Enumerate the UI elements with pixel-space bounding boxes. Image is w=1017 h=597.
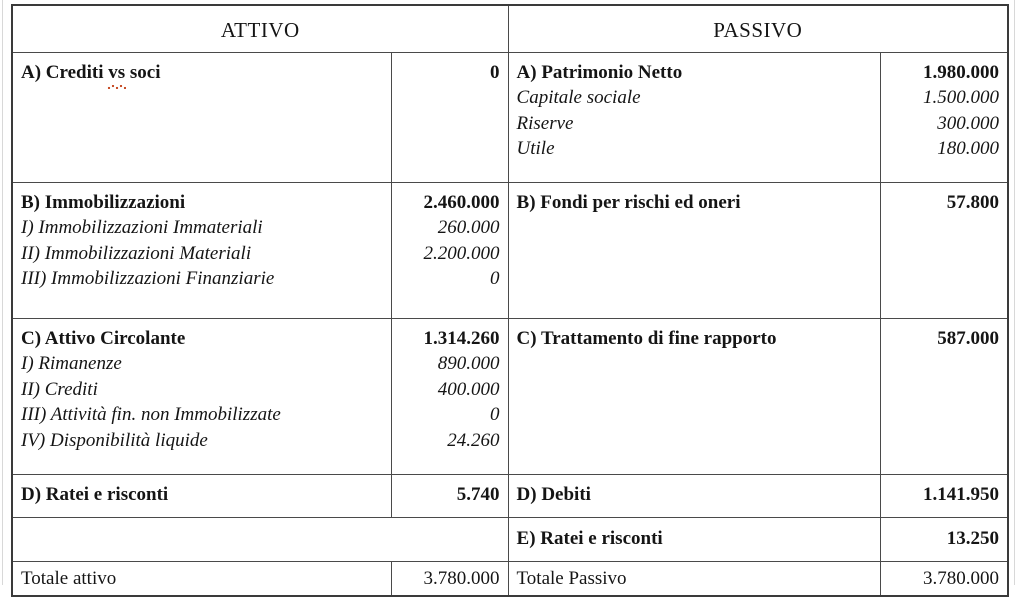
assets-empty-cell <box>12 518 508 562</box>
liabilities-e-total: 13.250 <box>946 527 1000 549</box>
assets-c-item-2-value: 0 <box>490 404 500 426</box>
assets-b-label: B) Immobilizzazioni <box>21 192 186 213</box>
assets-b-value-cell <box>391 183 508 319</box>
assets-c-item-2-label: III) Attività fin. non Immobilizzate <box>21 404 281 426</box>
assets-c-value-cell <box>391 319 508 475</box>
liabilities-b-value-cell <box>880 183 1008 319</box>
assets-d-total: 5.740 <box>456 484 500 506</box>
liabilities-total-label: Totale Passivo <box>516 567 627 589</box>
liabilities-d-label: D) Debiti <box>516 484 591 506</box>
assets-header-cell: ATTIVO <box>12 5 508 53</box>
assets-c-item-0-value: 890.000 <box>437 353 500 375</box>
spellcheck-misspelled-word: vs <box>108 60 125 85</box>
liabilities-a-item-1-label: Riserve <box>516 112 574 134</box>
liabilities-a-item-1-value: 300.000 <box>937 112 1000 134</box>
liabilities-a-item-0-label: Capitale sociale <box>516 87 641 109</box>
assets-c-item-0-label: I) Rimanenze <box>21 353 122 375</box>
liabilities-a-item-2-label: Utile <box>516 138 555 160</box>
liabilities-d-total: 1.141.950 <box>923 484 1000 506</box>
table-row-section-d <box>12 475 1008 518</box>
liabilities-d-label-cell <box>508 475 880 518</box>
liabilities-c-label-cell <box>508 319 880 475</box>
liabilities-a-label-cell <box>508 53 880 183</box>
liabilities-total-value-cell <box>880 562 1008 597</box>
balance-sheet-table <box>11 4 1009 597</box>
assets-b-total: 2.460.000 <box>423 192 500 213</box>
assets-a-label <box>21 58 383 85</box>
assets-total-label: Totale attivo <box>21 567 117 589</box>
assets-a-total: 0 <box>490 62 500 83</box>
liabilities-c-label: C) Trattamento di fine rapporto <box>516 328 777 349</box>
assets-c-label: C) Attivo Circolante <box>21 328 186 349</box>
assets-d-value-cell <box>391 475 508 518</box>
liabilities-a-item-0-value: 1.500.000 <box>923 87 1000 109</box>
table-row-section-e <box>12 518 1008 562</box>
assets-b-item-2-value: 0 <box>490 268 500 290</box>
assets-b-item-2-label: III) Immobilizzazioni Finanziarie <box>21 268 275 290</box>
liabilities-e-label: E) Ratei e risconti <box>516 527 663 549</box>
page-edge-right <box>1014 0 1015 585</box>
table-row-section-b <box>12 183 1008 319</box>
assets-d-label-cell <box>12 475 391 518</box>
assets-d-label: D) Ratei e risconti <box>21 484 169 506</box>
assets-total-label-cell <box>12 562 391 597</box>
assets-a-label-suffix: soci <box>125 62 161 83</box>
liabilities-total-value: 3.780.000 <box>923 567 1000 589</box>
assets-total-value: 3.780.000 <box>423 567 500 589</box>
assets-total-value-cell <box>391 562 508 597</box>
assets-c-label-cell <box>12 319 391 475</box>
page-edge-left <box>2 0 3 585</box>
assets-b-item-1-value: 2.200.000 <box>423 242 500 264</box>
liabilities-c-total: 587.000 <box>937 328 1000 349</box>
assets-b-label-cell <box>12 183 391 319</box>
assets-a-label-cell <box>12 53 391 183</box>
assets-b-item-1-label: II) Immobilizzazioni Materiali <box>21 242 252 264</box>
liabilities-total-label-cell <box>508 562 880 597</box>
table-row-section-c <box>12 319 1008 475</box>
liabilities-e-label-cell <box>508 518 880 562</box>
liabilities-d-value-cell <box>880 475 1008 518</box>
liabilities-e-value-cell <box>880 518 1008 562</box>
assets-a-label-prefix: A) Crediti <box>21 62 109 83</box>
liabilities-c-value-cell <box>880 319 1008 475</box>
assets-b-item-0-value: 260.000 <box>437 217 500 239</box>
table-header-row <box>12 5 1008 53</box>
table-row-totals <box>12 562 1008 597</box>
assets-c-total: 1.314.260 <box>423 328 500 349</box>
liabilities-a-value-cell <box>880 53 1008 183</box>
liabilities-b-total: 57.800 <box>946 192 1000 213</box>
liabilities-a-item-2-value: 180.000 <box>937 138 1000 160</box>
assets-c-item-3-value: 24.260 <box>447 429 500 451</box>
liabilities-a-label: A) Patrimonio Netto <box>516 62 683 83</box>
liabilities-header-cell: PASSIVO <box>508 5 1008 53</box>
assets-c-item-3-label: IV) Disponibilità liquide <box>21 429 208 451</box>
liabilities-b-label: B) Fondi per rischi ed oneri <box>516 192 741 213</box>
assets-c-item-1-label: II) Crediti <box>21 378 98 400</box>
liabilities-b-label-cell <box>508 183 880 319</box>
assets-a-value-cell <box>391 53 508 183</box>
assets-b-item-0-label: I) Immobilizzazioni Immateriali <box>21 217 263 239</box>
liabilities-a-total: 1.980.000 <box>923 62 1000 83</box>
assets-c-item-1-value: 400.000 <box>437 378 500 400</box>
table-row-section-a <box>12 53 1008 183</box>
